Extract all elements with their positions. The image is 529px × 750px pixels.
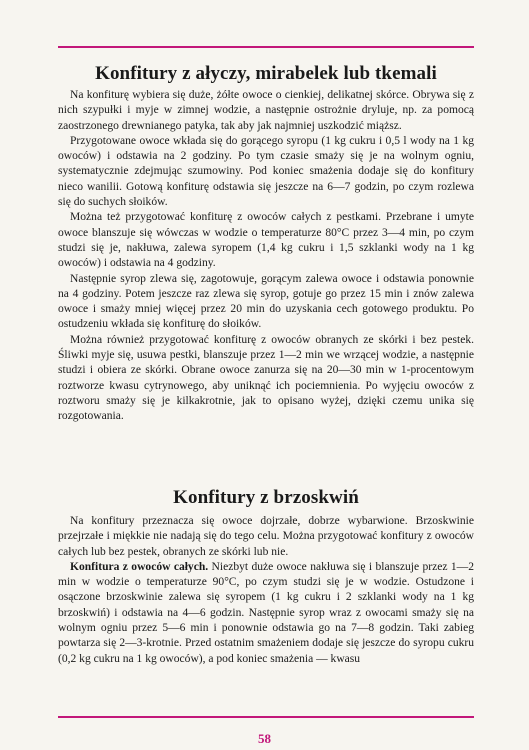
paragraph: Można również przygotować konfiturę z owoców obranych ze skórki i bez pestek. Śliwki myje się, usuwa pestki, blanszuje przez 1—2 min we wrzącej wodzie, a następnie studzi i obiera ze skórki. Obrane owoce zanurza się na 20—30 min w 1-procentowym roztworze kwasu cytrynowego, aby uniknąć ich pociemnienia. Po wyjęciu owoców z roztworu smaży się je kilkakrotnie, jak to opisano wyżej, dzięki czemu unika się rozgotowania. [58, 333, 474, 423]
paragraph-text: Niezbyt duże owoce nakłuwa się i blanszuje przez 1—2 min w wodzie o temperaturze 90°C, po czym studzi się je w wodzie. Ostudzone i osączone brzoskwinie zalewa się syropem (1 kg cukru i 2 szklanki wody na 1 kg brzoskwiń) i odstawia na 4—6 godzin. Następnie syrop wraz z owocami smaży się na wolnym ogniu przez 5—6 min i ponownie odstawia go na 7—8 godzin. Taki zabieg powtarza się 2—3-krotnie. Przed ostatnim smażeniem dodaje się jeszcze do syropu cukru (0,2 kg cukru na 1 kg owoców), a pod koniec smażenia — kwasu [58, 560, 474, 665]
paragraph: Na konfiturę wybiera się duże, żółte owoce o cienkiej, delikatnej skórce. Obrywa się z nich szypułki i myje w zimnej wodzie, a następnie ostrożnie dryluje, np. za pomocą zaostrzonego drewnianego patyka, tak aby jak najmniej uszkodzić miąższ. [58, 89, 474, 132]
paragraph: Następnie syrop zlewa się, zagotowuje, gorącym zalewa owoce i odstawia ponownie na 4 godziny. Potem jeszcze raz zlewa się syrop, gotuje go przez 15 min i znów zalewa owoce i smaży mniej więcej przez 20 min do uzyskania cech gotowego produktu. Po ostudzeniu wkłada się konfiturę do słoików. [58, 272, 474, 331]
page-number: 58 [258, 731, 271, 746]
paragraph: Można też przygotować konfiturę z owoców całych z pestkami. Przebrane i umyte owoce blanszuje się wówczas w wodzie o temperaturze 80°C przez 3—4 min, po czym studzi się je, nakłuwa, zalewa syropem (1,4 kg cukru i 1,5 szklanki wody na 1 kg owoców) i odstawia na 4 godziny. [58, 211, 474, 270]
top-divider [58, 46, 474, 48]
paragraph [58, 560, 474, 667]
paragraph: Na konfitury przeznacza się owoce dojrzałe, dobrze wybarwione. Brzoskwinie przejrzałe i miękkie nie nadają się do tego celu. Można przygotować konfitury z owoców całych lub bez pestek, obranych ze skórki lub nie. [58, 515, 474, 558]
section-body-brzoskwinie [58, 514, 474, 667]
section-title-brzoskwinie: Konfitury z brzoskwiń [173, 487, 359, 508]
section-body-alycza [58, 88, 474, 425]
bottom-divider [58, 716, 474, 718]
subheading: Konfitura z owoców całych. [70, 560, 209, 573]
section-title-alycza: Konfitury z ałyczy, mirabelek lub tkemali [95, 63, 437, 84]
paragraph: Przygotowane owoce wkłada się do gorącego syropu (1 kg cukru i 0,5 l wody na 1 kg owoców) i odstawia na 2 godziny. Po tym czasie smaży się je na wolnym ogniu, systematycznie zdejmując szumowiny. Pod koniec smażenia dodaje się do konfitury nieco wanilii. Gotową konfiturę odstawia się jeszcze na 6—7 godzin, po czym rozlewa się do suchych słoików. [58, 134, 474, 209]
